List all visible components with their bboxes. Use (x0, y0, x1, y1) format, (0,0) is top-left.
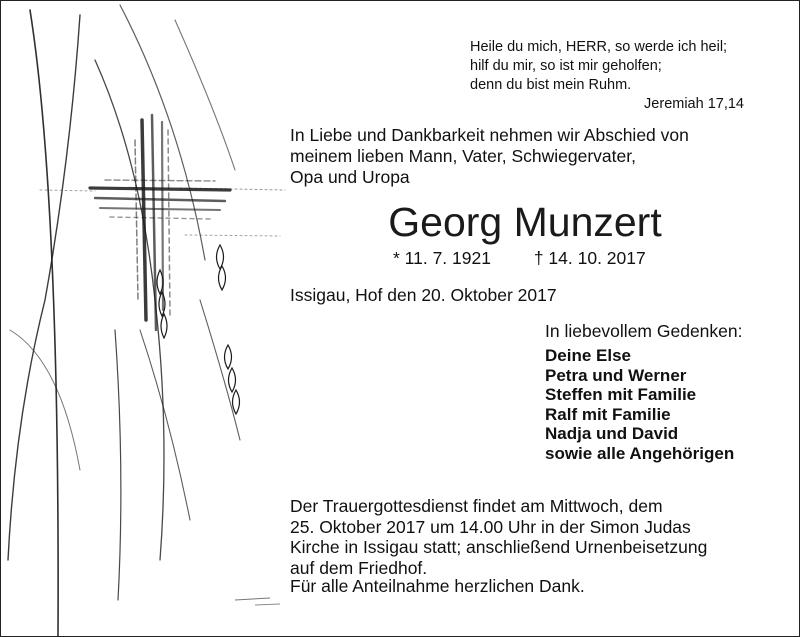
service-line: Der Trauergottesdienst findet am Mittwoch, dem (290, 496, 663, 516)
mourner-name: Ralf mit Familie (545, 404, 671, 424)
deceased-name: Georg Munzert (388, 199, 662, 245)
bible-verse (470, 38, 744, 114)
mourner-name: Steffen mit Familie (545, 385, 697, 404)
verse-line: hilf du mir, so ist mir geholfen; (470, 58, 662, 74)
service-line: auf dem Friedhof. (290, 557, 428, 578)
service-line: Kirche in Issigau statt; anschließend Urnenbeisetzung (290, 537, 708, 557)
mourners-heading: In liebevollem Gedenken: (545, 321, 743, 341)
intro-text (290, 125, 760, 188)
mourner-name: Nadja und David (545, 424, 679, 443)
life-dates (393, 248, 646, 268)
service-line: 25. Oktober 2017 um 14.00 Uhr in der Simon Judas (290, 516, 691, 537)
death-date: † 14. 10. 2017 (533, 248, 646, 268)
intro-line: meinem lieben Mann, Vater, Schwiegervater, (290, 146, 636, 166)
thanks-line: Für alle Anteilnahme herzlichen Dank. (290, 576, 585, 596)
intro-line: In Liebe und Dankbarkeit nehmen wir Abschied von (290, 125, 689, 145)
mourner-name: sowie alle Angehörigen (545, 443, 735, 463)
mourner-name: Petra und Werner (545, 365, 687, 385)
intro-line: Opa und Uropa (290, 167, 410, 187)
cross-wheat-sketch-icon (0, 0, 290, 637)
verse-reference: Jeremiah 17,14 (644, 96, 744, 112)
verse-line: Heile du mich, HERR, so werde ich heil; (470, 39, 728, 55)
service-info (290, 496, 760, 578)
birth-date: * 11. 7. 1921 (393, 248, 491, 268)
mourners-block (545, 320, 785, 463)
place-and-date: Issigau, Hof den 20. Oktober 2017 (290, 285, 557, 305)
mourner-name: Deine Else (545, 346, 631, 365)
verse-line: denn du bist mein Ruhm. (470, 77, 632, 93)
